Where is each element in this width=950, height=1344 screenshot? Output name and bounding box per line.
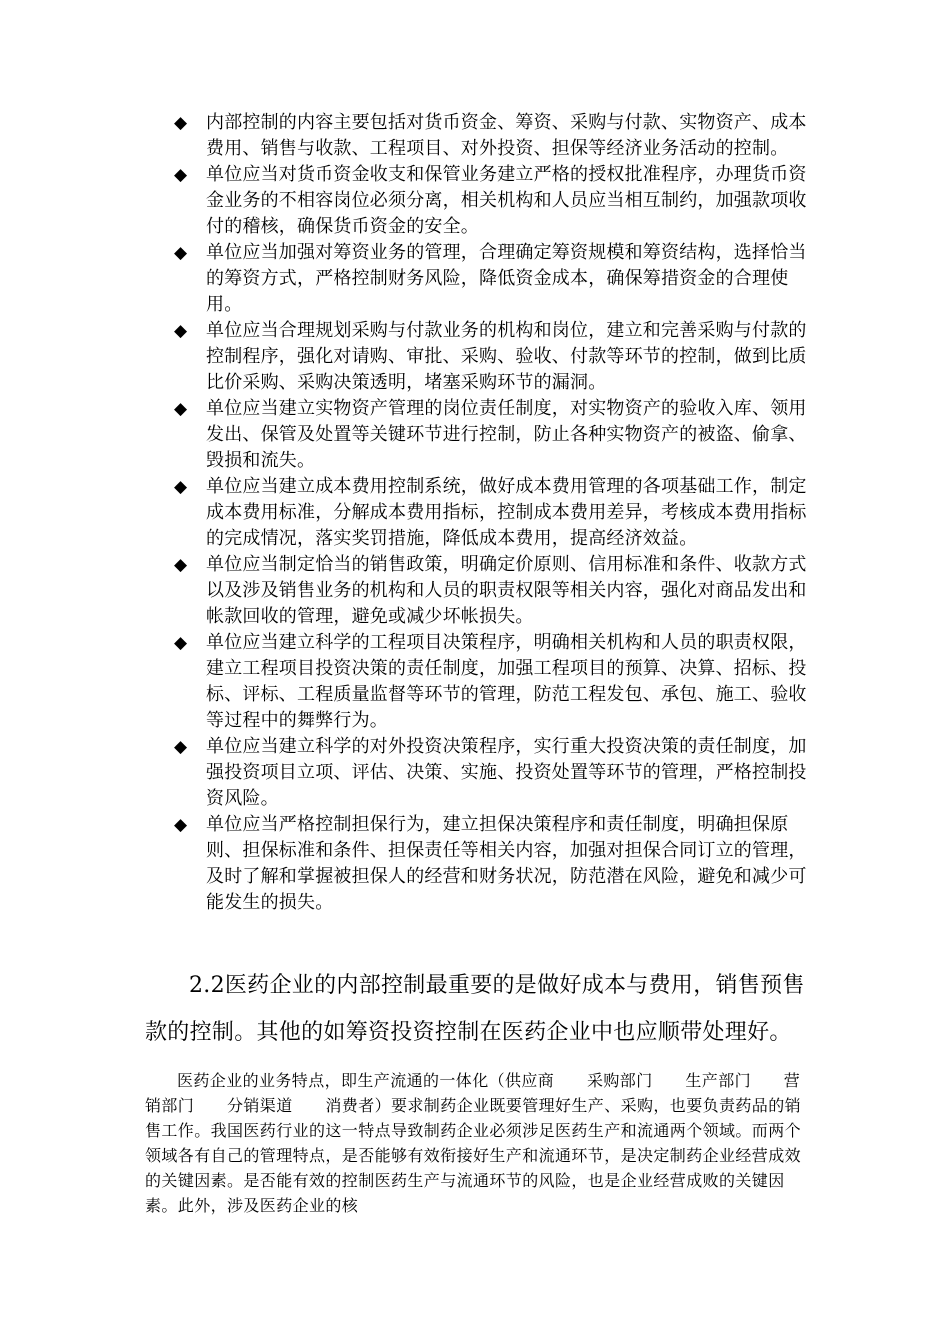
diamond-bullet-icon: ◆ [174, 243, 188, 263]
diamond-bullet-icon: ◆ [174, 113, 188, 133]
diamond-bullet-icon: ◆ [174, 815, 188, 835]
bullet-text: 内部控制的内容主要包括对货币资金、筹资、采购与付款、实物资产、成本费用、销售与收款、工程项目、对外投资、担保等经济业务活动的控制。 [206, 112, 807, 159]
list-item [172, 318, 812, 396]
diamond-bullet-icon: ◆ [174, 633, 188, 653]
list-item [172, 552, 812, 630]
section-heading: 2.2医药企业的内部控制最重要的是做好成本与费用，销售预售款的控制。其他的如筹资投资控制在医药企业中也应顺带处理好。 [145, 973, 805, 1045]
list-item [172, 240, 812, 318]
list-item [172, 474, 812, 552]
diamond-bullet-icon: ◆ [174, 321, 188, 341]
bullet-text: 单位应当加强对筹资业务的管理，合理确定筹资规模和筹资结构，选择恰当的筹资方式，严格控制财务风险，降低资金成本，确保筹措资金的合理使用。 [206, 242, 807, 315]
diamond-bullet-icon: ◆ [174, 399, 188, 419]
bullet-text: 单位应当建立科学的工程项目决策程序，明确相关机构和人员的职责权限，建立工程项目投资决策的责任制度，加强工程项目的预算、决算、招标、投标、评标、工程质量监督等环节的管理，防范工程发包、承包、施工、验收等过程中的舞弊行为。 [206, 632, 807, 731]
diamond-bullet-icon: ◆ [174, 737, 188, 757]
bullet-text: 单位应当严格控制担保行为，建立担保决策程序和责任制度，明确担保原则、担保标准和条件、担保责任等相关内容，加强对担保合同订立的管理，及时了解和掌握被担保人的经营和财务状况，防范潜在风险，避免和减少可能发生的损失。 [206, 814, 807, 913]
list-item [172, 630, 812, 734]
bullet-text: 单位应当制定恰当的销售政策，明确定价原则、信用标准和条件、收款方式以及涉及销售业务的机构和人员的职责权限等相关内容，强化对商品发出和帐款回收的管理，避免或减少坏帐损失。 [206, 554, 807, 627]
body-paragraph: 医药企业的业务特点，即生产流通的一体化（供应商 采购部门 生产部门 营销部门 分销渠道 消费者）要求制药企业既要管理好生产、采购，也要负责药品的销售工作。我国医药行业的这一特点导致制药企业必须涉足医药生产和流通两个领域。而两个领域各有自己的管理特点，是否能够有效衔接好生产和流通环节，是决定制药企业经营成效的关键因素。是否能有效的控制医药生产与流通环节的风险，也是企业经营成败的关键因素。此外，涉及医药企业的核 [145, 1071, 802, 1215]
bullet-text: 单位应当对货币资金收支和保管业务建立严格的授权批准程序，办理货币资金业务的不相容岗位必须分离，相关机构和人员应当相互制约，加强款项收付的稽核，确保货币资金的安全。 [206, 164, 807, 237]
bullet-text: 单位应当建立科学的对外投资决策程序，实行重大投资决策的责任制度，加强投资项目立项、评估、决策、实施、投资处置等环节的管理，严格控制投资风险。 [206, 736, 807, 809]
list-item [172, 734, 812, 812]
bullet-text: 单位应当建立成本费用控制系统，做好成本费用管理的各项基础工作，制定成本费用标准，分解成本费用指标，控制成本费用差异，考核成本费用指标的完成情况，落实奖罚措施，降低成本费用，提高经济效益。 [206, 476, 807, 549]
bullet-text: 单位应当建立实物资产管理的岗位责任制度，对实物资产的验收入库、领用发出、保管及处置等关键环节进行控制，防止各种实物资产的被盗、偷拿、毁损和流失。 [206, 398, 807, 471]
diamond-bullet-icon: ◆ [174, 477, 188, 497]
list-item [172, 812, 812, 916]
diamond-bullet-icon: ◆ [174, 555, 188, 575]
list-item [172, 396, 812, 474]
bullet-text: 单位应当合理规划采购与付款业务的机构和岗位，建立和完善采购与付款的控制程序，强化对请购、审批、采购、验收、付款等环节的控制，做到比质比价采购、采购决策透明，堵塞采购环节的漏洞。 [206, 320, 807, 393]
list-item [172, 110, 812, 162]
list-item [172, 162, 812, 240]
diamond-bullet-icon: ◆ [174, 165, 188, 185]
control-bullet-list [172, 110, 812, 916]
